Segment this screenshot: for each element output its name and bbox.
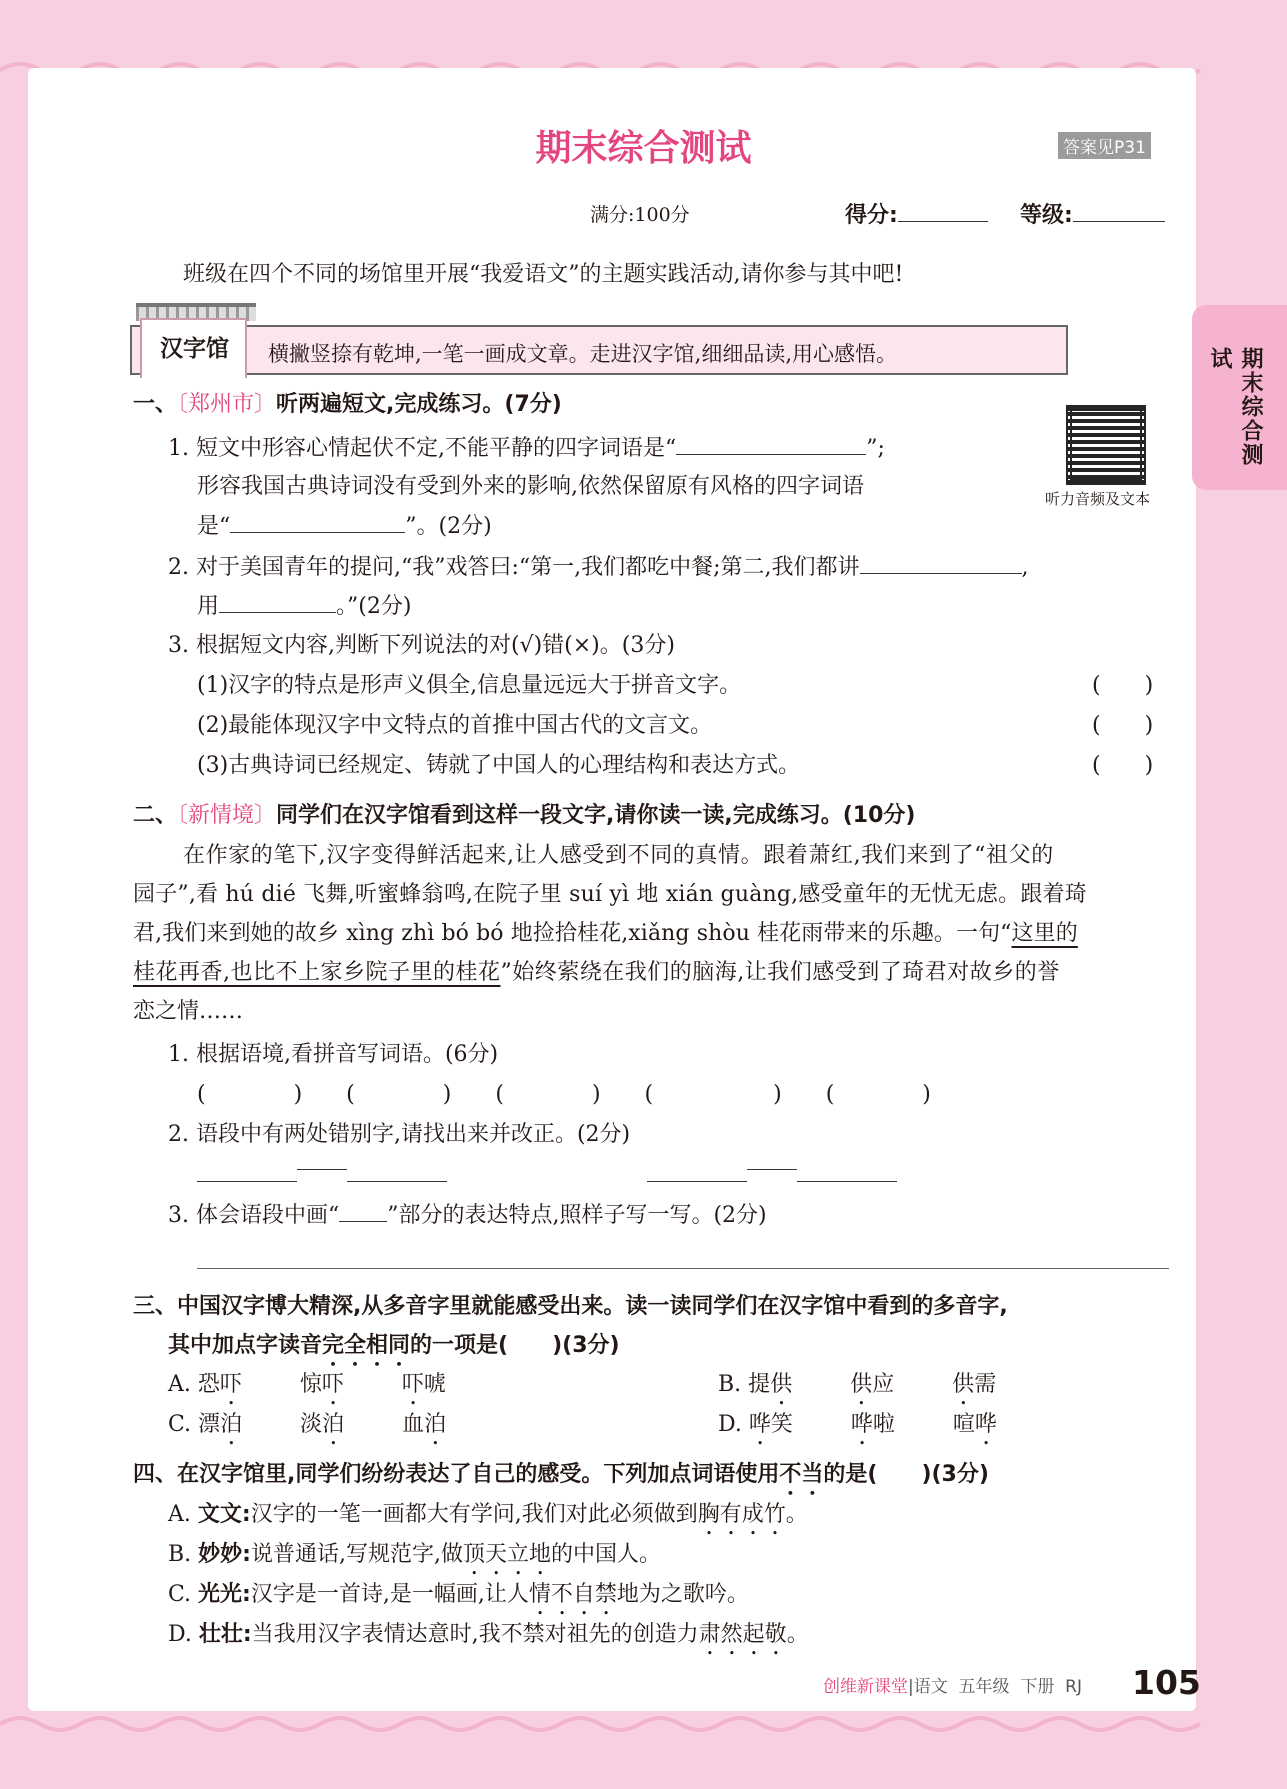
writing-line[interactable] (197, 1268, 1169, 1269)
option-letter: A. (168, 1372, 191, 1397)
grade-field: 等级: (1020, 200, 1165, 231)
section-3-heading: 三、中国汉字博大精深,从多音字里就能感受出来。读一读同学们在汉字馆中看到的多音字, (133, 1294, 1008, 1319)
question-1-1-cont: 形容我国古典诗词没有受到外来的影响,依然保留原有风格的四字词语 (197, 474, 864, 499)
option-b[interactable]: B. 妙妙:说普通话,写规范字,做顶天立地的中国人。 (168, 1542, 662, 1567)
judge-item: (1)汉字的特点是形声义俱全,信息量远远大于拼音文字。 (197, 673, 742, 698)
passage-line: 在作家的笔下,汉字变得鲜活起来,让人感受到不同的真情。跟着萧红,我们来到了“祖父的 (183, 843, 1054, 868)
question-1-2-end: 用 。”(2分) (197, 591, 411, 622)
question-1-2: 2. 对于美国青年的提问,“我”戏答曰:“第一,我们都吃中餐;第二,我们都讲 , (168, 552, 1029, 583)
option-word: 吓唬 (401, 1372, 446, 1397)
passage-line: 恋之情…… (133, 999, 244, 1024)
section-4-heading: 四、在汉字馆里,同学们纷纷表达了自己的感受。下列加点词语使用不当的是( )(3分) (133, 1462, 989, 1487)
page-number: 105 (1132, 1663, 1201, 1702)
option-word: 血泊 (402, 1412, 447, 1437)
answer-reference-badge: 答案见P31 (1058, 132, 1151, 159)
option-c[interactable]: C. 光光:汉字是一首诗,是一幅画,让人情不自禁地为之歌吟。 (168, 1582, 749, 1607)
option-d[interactable]: D. 壮壮:当我用汉字表情达意时,我不禁对祖先的创造力肃然起敬。 (168, 1622, 809, 1647)
judge-answer-box[interactable]: ( ) (1092, 673, 1154, 698)
option-word: 漂泊 (198, 1412, 243, 1437)
answer-blank[interactable] (860, 552, 1022, 574)
question-1-1: 1. 短文中形容心情起伏不定,不能平静的四字词语是“ ”; (168, 433, 885, 464)
option-word: 哗啦 (850, 1412, 895, 1437)
section-2-heading: 二、〔新情境〕同学们在汉字馆看到这样一段文字,请你读一读,完成练习。(10分) (133, 803, 916, 828)
qr-code[interactable] (1066, 405, 1146, 485)
banner-text: 横撇竖捺有乾坤,一笔一画成文章。走进汉字馆,细细品读,用心感悟。 (268, 342, 898, 366)
question-1-1-end: 是“ ”。(2分) (197, 511, 492, 542)
typo-answer-blanks[interactable] (197, 1160, 897, 1191)
judge-answer-box[interactable]: ( ) (1092, 713, 1154, 738)
option-word: 供应 (850, 1372, 895, 1397)
qr-caption: 听力音频及文本 (1045, 490, 1151, 508)
footer-info: 创维新课堂|语文 五年级 下册 RJ (823, 1677, 1082, 1697)
wavy-border-bottom (0, 1712, 1287, 1742)
question-2-3: 3. 体会语段中画“ ”部分的表达特点,照样子写一写。(2分) (168, 1200, 767, 1231)
option-a[interactable] (168, 1370, 504, 1410)
option-b[interactable] (718, 1370, 1054, 1410)
option-word: 恐吓 (197, 1372, 242, 1397)
answer-blank[interactable] (219, 591, 336, 613)
option-letter: B. (718, 1372, 742, 1397)
option-word: 淡泊 (300, 1412, 345, 1437)
answer-blank[interactable] (230, 511, 405, 533)
option-letter: D. (718, 1412, 742, 1437)
judge-item: (2)最能体现汉字中文特点的首推中国古代的文言文。 (197, 713, 713, 738)
option-word: 哗笑 (748, 1412, 793, 1437)
answer-blank[interactable] (676, 433, 866, 455)
option-word: 供需 (952, 1372, 997, 1397)
option-word: 喧哗 (952, 1412, 997, 1437)
passage-line: 园子”,看 hú dié 飞舞,听蜜蜂翁鸣,在院子里 suí yì 地 xián guàng,感受童年的无忧无虑。跟着琦 (133, 882, 1087, 907)
passage-line: 桂花再香,也比不上家乡院子里的桂花”始终萦绕在我们的脑海,让我们感受到了琦君对故乡的誉 (133, 960, 1060, 985)
judge-answer-box[interactable]: ( ) (1092, 753, 1154, 778)
side-tab: 期末综合测试 (1192, 305, 1287, 490)
judge-item: (3)古典诗词已经规定、铸就了中国人的心理结构和表达方式。 (197, 753, 801, 778)
intro-text: 班级在四个不同的场馆里开展“我爱语文”的主题实践活动,请你参与其中吧! (183, 262, 904, 287)
score-field: 得分: (845, 200, 988, 231)
section-1-heading: 一、〔郑州市〕听两遍短文,完成练习。(7分) (133, 392, 562, 417)
option-letter: C. (168, 1412, 192, 1437)
option-a[interactable]: A. 文文:汉字的一笔一画都大有学问,我们对此必须做到胸有成竹。 (168, 1502, 808, 1527)
passage-line: 君,我们来到她的故乡 xìng zhì bó bó 地捡拾桂花,xiǎng shòu 桂花雨带来的乐趣。一句“这里的 (133, 921, 1078, 946)
question-2-1: 1. 根据语境,看拼音写词语。(6分) (168, 1042, 499, 1067)
question-1-3: 3. 根据短文内容,判断下列说法的对(√)错(×)。(3分) (168, 633, 675, 658)
hall-name: 汉字馆 (160, 336, 229, 362)
section-3-heading-cont: 其中加点字读音完全相同的一项是( )(3分) (168, 1333, 620, 1358)
question-2-2: 2. 语段中有两处错别字,请找出来并改正。(2分) (168, 1122, 631, 1147)
full-score: 满分:100分 (590, 204, 690, 226)
option-word: 提供 (748, 1372, 793, 1397)
option-d[interactable] (718, 1410, 1055, 1450)
option-word: 惊吓 (299, 1372, 344, 1397)
page-title: 期末综合测试 (535, 128, 752, 169)
pinyin-answer-boxes[interactable]: ( ) ( ) ( ) ( ) ( ) (197, 1082, 931, 1107)
option-c[interactable] (168, 1410, 504, 1450)
